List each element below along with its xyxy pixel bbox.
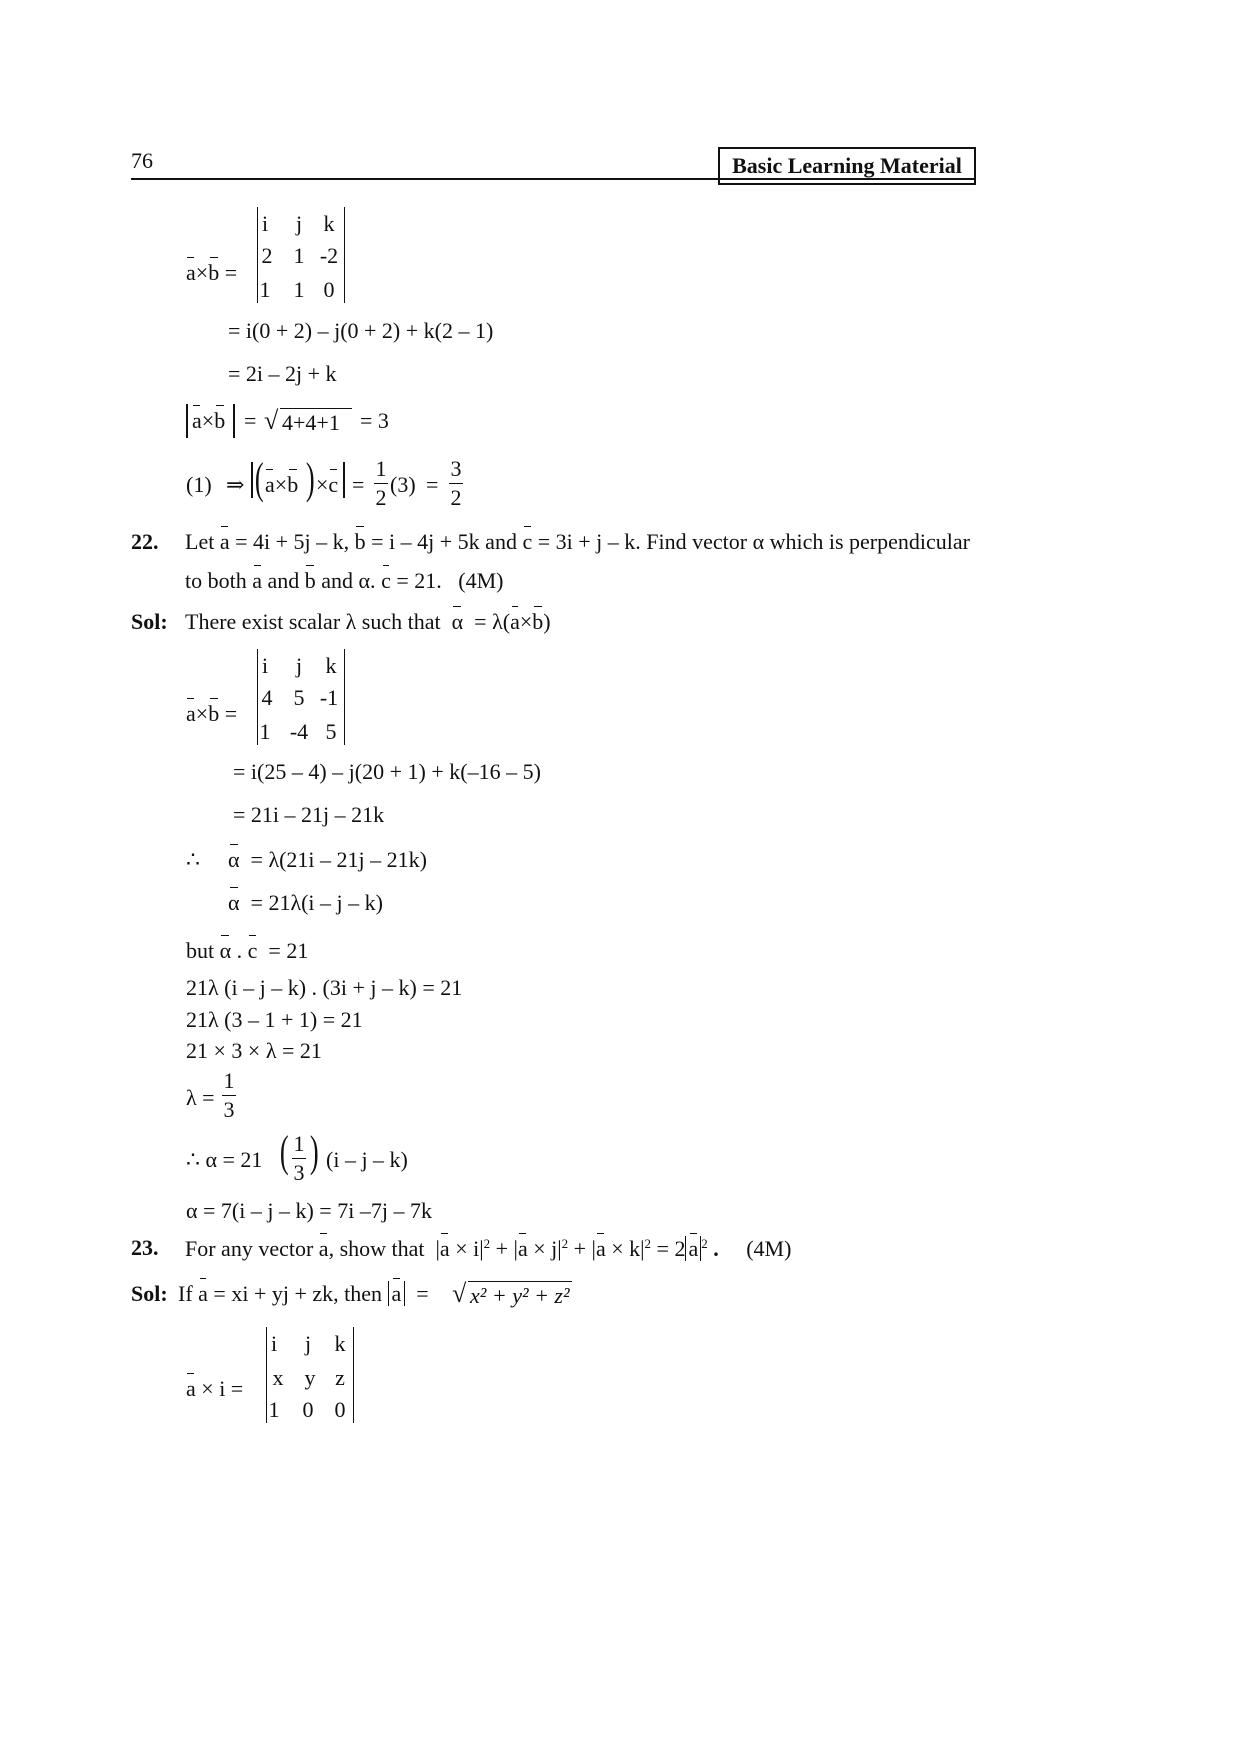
- vec-a: a: [186, 701, 196, 726]
- text: For any vector: [185, 1236, 314, 1261]
- text: There exist scalar λ such that: [185, 609, 441, 634]
- det-cell: 1: [293, 277, 305, 302]
- det-cell: i: [261, 211, 269, 236]
- vec-b: b: [208, 701, 220, 726]
- det-cell: i: [261, 653, 269, 678]
- times-sign: ×: [519, 609, 533, 634]
- abs-bar-right: [343, 462, 345, 498]
- det-cell: 0: [323, 277, 335, 302]
- superscript: 2: [644, 1236, 652, 1251]
- vec-a: a: [219, 529, 230, 554]
- vec-a: a: [252, 568, 262, 593]
- equals: =: [352, 472, 365, 497]
- equals: =: [224, 260, 238, 285]
- text: = λ(: [474, 609, 511, 634]
- vec-a: a: [688, 1236, 699, 1261]
- paren-open: (: [254, 454, 264, 503]
- vec-alpha: α: [228, 847, 240, 872]
- vec-a: a: [265, 472, 275, 497]
- sqrt-overline: [468, 1281, 572, 1282]
- vec-alpha: α: [228, 890, 240, 915]
- mag-inner: [192, 410, 225, 432]
- work-line: 21λ (3 – 1 + 1) = 21: [186, 1007, 363, 1032]
- denominator: 2: [375, 485, 387, 511]
- abs-bar-left: [251, 462, 253, 498]
- det-cell: -2: [319, 243, 339, 268]
- vec-alpha: α: [451, 609, 464, 634]
- sqrt-overline: [280, 408, 352, 409]
- denominator: 3: [293, 1160, 305, 1186]
- alpha-line-1: [228, 849, 427, 871]
- vec-b: b: [532, 609, 544, 634]
- vec-a: a: [391, 1281, 402, 1306]
- solution-label: Sol:: [131, 1281, 168, 1306]
- sqrt-sign: √: [264, 406, 279, 435]
- times-sign: ×: [195, 701, 209, 726]
- work-line: 21 × 3 × λ = 21: [186, 1038, 322, 1063]
- vec-b: b: [214, 408, 226, 433]
- det-cell: 0: [334, 1397, 346, 1422]
- text: .: [713, 1236, 719, 1261]
- det-cell: y: [304, 1365, 316, 1390]
- work-line: 21λ (i – j – k) . (3i + j – k) = 21: [186, 975, 463, 1000]
- text: = xi + yj + zk, then: [213, 1281, 383, 1306]
- vec-a: a: [198, 1281, 208, 1306]
- text: Let: [185, 529, 215, 554]
- det-cell: k: [325, 653, 337, 678]
- fraction-bar: [222, 1095, 236, 1096]
- det-cell: 5: [293, 685, 305, 710]
- det3-label: [186, 1378, 243, 1400]
- text: and α.: [321, 568, 376, 593]
- vec-b: b: [304, 568, 316, 593]
- vec-c: c: [328, 472, 339, 497]
- determinant-2: [257, 649, 345, 745]
- fraction-third: [222, 1070, 236, 1121]
- expand-line: = i(25 – 4) – j(20 + 1) + k(–16 – 5): [233, 759, 541, 784]
- equals: =: [224, 701, 238, 726]
- question-number: 23.: [131, 1235, 159, 1260]
- det-cell: -4: [289, 719, 309, 744]
- fraction-bar: [374, 483, 388, 484]
- determinant-3: [266, 1327, 354, 1423]
- abs-bar-right: [233, 404, 235, 438]
- denominator: 3: [223, 1097, 235, 1123]
- vec-alpha: α: [219, 938, 232, 963]
- numerator: 1: [293, 1131, 305, 1156]
- expand-line: = i(0 + 2) – j(0 + 2) + k(2 – 1): [228, 318, 494, 343]
- det-cell: z: [335, 1365, 345, 1390]
- det-cell: 1: [293, 243, 305, 268]
- marks: (4M): [746, 1236, 792, 1261]
- fraction-bar: [449, 483, 463, 484]
- text: × j|: [527, 1236, 562, 1261]
- det-cell: 1: [268, 1397, 280, 1422]
- text: If: [178, 1281, 193, 1306]
- radicand: x² + y² + z²: [470, 1283, 570, 1308]
- final-answer: α = 7(i – j – k) = 7i –7j – 7k: [186, 1198, 432, 1223]
- vec-a: a: [510, 609, 520, 634]
- det-cell: j: [295, 211, 303, 236]
- text: , show that: [328, 1236, 425, 1261]
- det-cell: 4: [261, 685, 273, 710]
- vec-a: a: [439, 1236, 450, 1261]
- vec-a: a: [186, 1376, 196, 1401]
- vec-a: a: [318, 1236, 329, 1261]
- numerator: 1: [223, 1068, 235, 1093]
- vec-a: a: [192, 408, 202, 433]
- denominator: 2: [450, 485, 462, 511]
- paren-open: (: [279, 1127, 289, 1176]
- det-cell: x: [272, 1365, 284, 1390]
- step1-inner: [265, 474, 298, 496]
- times-sign: ×: [316, 472, 329, 497]
- vec-c: c: [247, 938, 258, 963]
- fraction-third: [292, 1133, 306, 1184]
- text: (i – j – k): [326, 1147, 408, 1172]
- mag-result: = 3: [360, 408, 389, 433]
- det-cell: 2: [261, 243, 273, 268]
- vec-a: a: [517, 1236, 528, 1261]
- det-cell: 1: [259, 719, 271, 744]
- vec-c: c: [522, 529, 533, 554]
- times-sign: ×: [195, 260, 209, 285]
- fraction-result: [449, 458, 463, 509]
- equals: =: [244, 408, 257, 433]
- text: = 2: [651, 1236, 686, 1261]
- vec-c: c: [381, 568, 391, 593]
- fraction-half: [374, 458, 388, 509]
- text: = 21: [268, 938, 309, 963]
- det-cell: k: [323, 211, 335, 236]
- b-definition: = i – 4j + 5k and: [371, 529, 517, 554]
- numerator: 3: [450, 456, 462, 481]
- c-definition: = 3i + j – k. Find vector α which is perpendicular: [537, 529, 970, 554]
- det-cell: 1: [259, 277, 271, 302]
- q22-sol-line: [185, 611, 551, 633]
- alpha-line-2: [228, 892, 383, 914]
- paren-close: ): [305, 454, 315, 503]
- text: = 21.: [396, 568, 442, 593]
- vec-b: b: [287, 472, 299, 497]
- a-definition: = 4i + 5j – k,: [235, 529, 350, 554]
- det-cell: -1: [319, 685, 339, 710]
- abs-bar-left: [186, 404, 188, 438]
- times-three: (3): [390, 472, 416, 497]
- text: ): [543, 609, 551, 634]
- vec-a: a: [595, 1236, 606, 1261]
- page-number: 76: [131, 148, 153, 173]
- equals: =: [426, 472, 439, 497]
- det-cell: i: [270, 1331, 278, 1356]
- superscript: 2: [701, 1236, 708, 1251]
- therefore-sign: ∴: [186, 847, 200, 872]
- text: × i|: [449, 1236, 484, 1261]
- sqrt-sign: √: [452, 1279, 467, 1308]
- text: but: [186, 938, 215, 963]
- vec-b: b: [208, 260, 220, 285]
- det-cell: j: [304, 1331, 312, 1356]
- header-title: Basic Learning Material: [732, 153, 962, 178]
- superscript: 2: [561, 1236, 569, 1251]
- lambda-lhs: λ =: [186, 1085, 215, 1110]
- text: = λ(21i – 21j – 21k): [250, 847, 427, 872]
- superscript: 2: [483, 1236, 491, 1251]
- text: to both: [185, 568, 247, 593]
- det-cell: j: [295, 653, 303, 678]
- result-line: = 2i – 2j + k: [228, 361, 337, 386]
- question-number: 22.: [131, 529, 159, 554]
- solution-label: Sol:: [131, 609, 168, 634]
- det2-label: [186, 703, 237, 725]
- q23-statement: [185, 1237, 791, 1260]
- times-sign: ×: [201, 408, 215, 433]
- text: = 21λ(i – j – k): [250, 890, 383, 915]
- implies-arrow: ⇒: [226, 472, 245, 497]
- text: |: [435, 1236, 440, 1261]
- final-therefore: ∴ α = 21: [186, 1147, 263, 1172]
- dot: .: [236, 938, 243, 963]
- vec-b: b: [354, 529, 366, 554]
- result-line: = 21i – 21j – 21k: [233, 802, 385, 827]
- determinant-1: [257, 207, 345, 303]
- text: i =: [219, 1376, 244, 1401]
- q23-sol-line: [178, 1283, 429, 1305]
- q22-statement-line2: [185, 570, 503, 592]
- numerator: 1: [375, 456, 387, 481]
- text: + |: [490, 1236, 518, 1261]
- header-rule: [131, 178, 976, 180]
- but-line: [186, 940, 308, 962]
- times-sign: ×: [274, 472, 288, 497]
- fraction-bar: [292, 1158, 306, 1159]
- text: × k|: [605, 1236, 645, 1261]
- marks: (4M): [458, 568, 504, 593]
- text: and: [267, 568, 300, 593]
- step1-c: [316, 474, 338, 496]
- times-sign: ×: [201, 1376, 214, 1401]
- det-cell: 0: [302, 1397, 314, 1422]
- equation-ref: (1): [186, 472, 212, 497]
- equals: =: [416, 1281, 429, 1306]
- det1-label: [186, 262, 237, 284]
- text: + |: [568, 1236, 596, 1261]
- vec-a: a: [186, 260, 196, 285]
- det-cell: 5: [325, 719, 337, 744]
- q22-statement-line1: [185, 531, 970, 553]
- det-cell: k: [334, 1331, 346, 1356]
- radicand: 4+4+1: [282, 410, 340, 435]
- paren-close: ): [309, 1127, 319, 1176]
